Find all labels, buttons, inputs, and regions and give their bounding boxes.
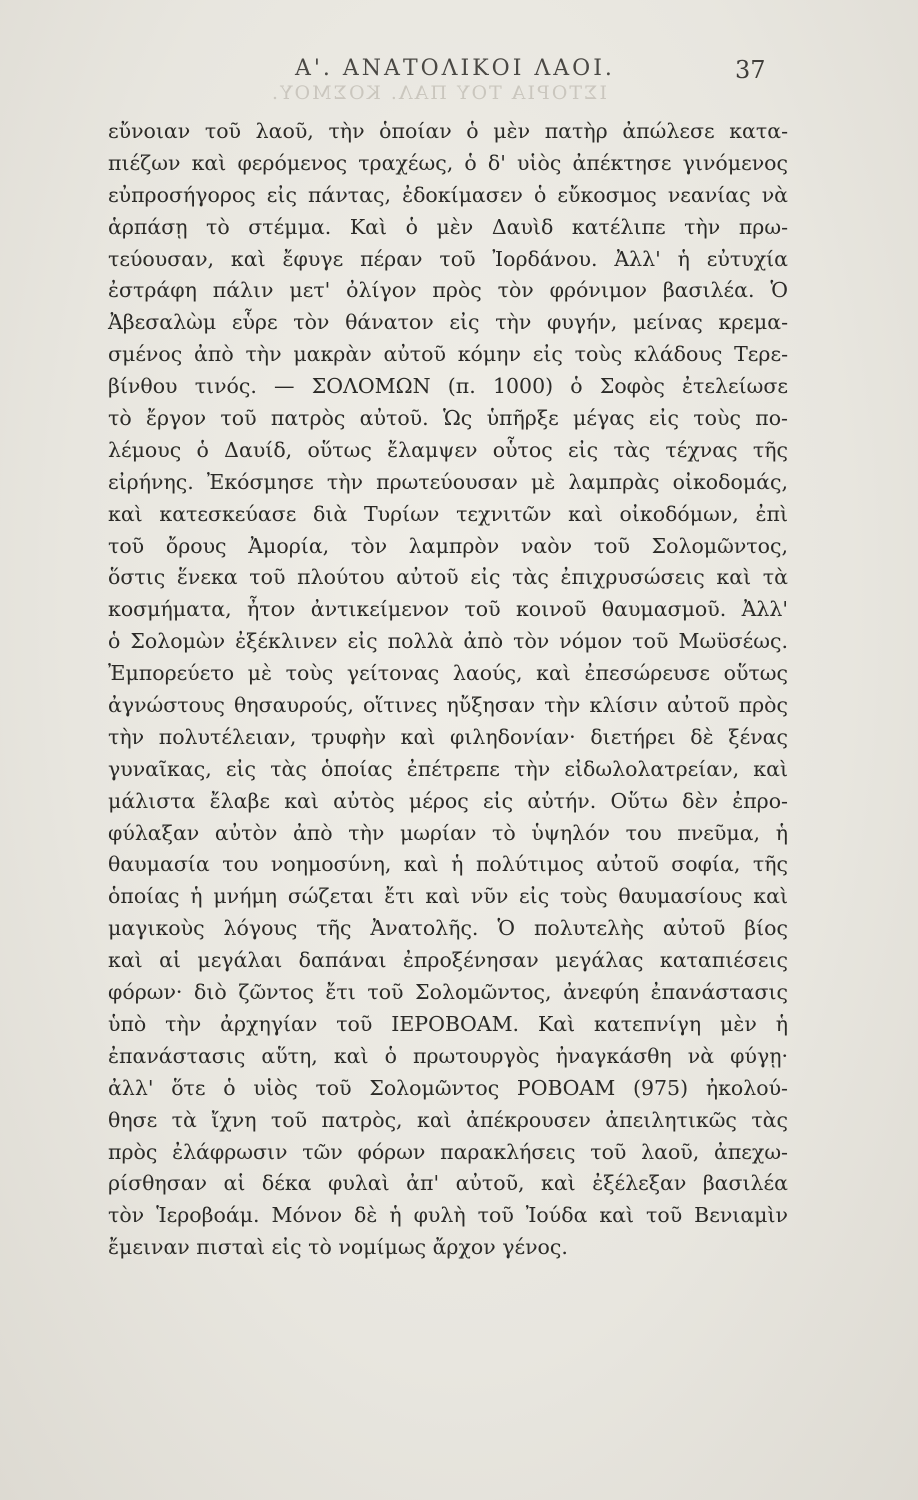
text-line: εὐπροσήγορος εἰς πάντας, ἐδοκίμασεν ὁ εὔκοσμος νεανίας νὰ [108, 182, 788, 207]
body-text [108, 116, 788, 1264]
text-line: εἰρήνης. Ἐκόσμησε τὴν πρωτεύουσαν μὲ λαμπρὰς οἰκοδομάς, [108, 469, 788, 494]
text-line: σμένος ἀπὸ τὴν μακρὰν αὐτοῦ κόμην εἰς τοὺς κλάδους Τερε- [108, 342, 788, 367]
text-line: φόρων· διὸ ζῶντος ἔτι τοῦ Σολομῶντος, ἀνεφύη ἐπανάστασις [108, 980, 788, 1005]
text-line: ἁρπάσῃ τὸ στέμμα. Καὶ ὁ μὲν Δαυὶδ κατέλιπε τὴν πρω- [108, 214, 788, 239]
text-line: φύλαξαν αὐτὸν ἀπὸ τὴν μωρίαν τὸ ὑψηλόν του πνεῦμα, ἡ [108, 820, 788, 845]
text-line: ἀλλ' ὅτε ὁ υἱὸς τοῦ Σολομῶντος ΡΟΒΟΑΜ (975) ἠκολού- [108, 1075, 788, 1100]
page-header [0, 56, 918, 96]
text-line: ὁ Σολομὼν ἐξέκλινεν εἰς πολλὰ ἀπὸ τὸν νόμον τοῦ Μωϋσέως. [108, 629, 788, 654]
page-number: 37 [735, 56, 766, 84]
text-line: Ἐμπορεύετο μὲ τοὺς γείτονας λαούς, καὶ ἐπεσώρευσε οὕτως [108, 661, 788, 686]
text-line: λέμους ὁ Δαυίδ, οὕτως ἔλαμψεν οὗτος εἰς τὰς τέχνας τῆς [108, 437, 788, 462]
running-head: Α'. ΑΝΑΤΟΛΙΚΟΙ ΛΑΟΙ. [295, 56, 615, 81]
text-line: ρίσθησαν αἱ δέκα φυλαὶ ἀπ' αὐτοῦ, καὶ ἐξέλεξαν βασιλέα [108, 1171, 788, 1196]
text-line: ἐπανάστασις αὕτη, καὶ ὁ πρωτουργὸς ἠναγκάσθη νὰ φύγῃ· [108, 1043, 788, 1068]
text-line: πιέζων καὶ φερόμενος τραχέως, ὁ δ' υἱὸς ἀπέκτησε γινόμενος [108, 150, 788, 175]
text-line: ὁποίας ἡ μνήμη σώζεται ἔτι καὶ νῦν εἰς τοὺς θαυμασίους καὶ [108, 884, 788, 909]
text-line: πρὸς ἐλάφρωσιν τῶν φόρων παρακλήσεις τοῦ λαοῦ, ἀπεχω- [108, 1139, 788, 1164]
text-line: θαυμασία του νοημοσύνη, καὶ ἡ πολύτιμος αὐτοῦ σοφία, τῆς [108, 852, 788, 877]
text-line: γυναῖκας, εἰς τὰς ὁποίας ἐπέτρεπε τὴν εἰδωλολατρείαν, καὶ [108, 756, 788, 781]
text-line: ἀγνώστους θησαυρούς, οἵτινες ηὔξησαν τὴν κλίσιν αὐτοῦ πρὸς [108, 693, 788, 718]
text-line: ὅστις ἕνεκα τοῦ πλούτου αὐτοῦ εἰς τὰς ἐπιχρυσώσεις καὶ τὰ [108, 565, 788, 590]
text-line: θησε τὰ ἴχνη τοῦ πατρὸς, καὶ ἀπέκρουσεν ἀπειλητικῶς τὰς [108, 1107, 788, 1132]
bleed-through-text: ΙΣΤΟΡΙΑ ΤΟΥ ΠΑΛ. ΚΟΣΜΟΥ. [270, 82, 607, 104]
text-line: μαγικοὺς λόγους τῆς Ἀνατολῆς. Ὁ πολυτελὴς αὐτοῦ βίος [108, 916, 788, 941]
text-line: ὑπὸ τὴν ἀρχηγίαν τοῦ ΙΕΡΟΒΟΑΜ. Καὶ κατεπνίγη μὲν ἡ [108, 1011, 788, 1036]
text-line: τεύουσαν, καὶ ἔφυγε πέραν τοῦ Ἰορδάνου. Ἀλλ' ἡ εὐτυχία [108, 246, 788, 271]
text-line: τὸν Ἱεροβοάμ. Μόνον δὲ ἡ φυλὴ τοῦ Ἰούδα καὶ τοῦ Βενιαμὶν [108, 1203, 788, 1228]
text-line: βίνθου τινός. — ΣΟΛΟΜΩΝ (π. 1000) ὁ Σοφὸς ἐτελείωσε [108, 374, 788, 399]
text-line: ἐστράφη πάλιν μετ' ὀλίγον πρὸς τὸν φρόνιμον βασιλέα. Ὁ [108, 278, 788, 303]
text-line: καὶ κατεσκεύασε διὰ Τυρίων τεχνιτῶν καὶ οἰκοδόμων, ἐπὶ [108, 501, 788, 526]
text-line: ἔμειναν πισταὶ εἰς τὸ νομίμως ἄρχον γένος. [108, 1235, 568, 1260]
text-line: τὴν πολυτέλειαν, τρυφὴν καὶ φιληδονίαν· διετήρει δὲ ξένας [108, 724, 788, 749]
text-line: εὔνοιαν τοῦ λαοῦ, τὴν ὁποίαν ὁ μὲν πατὴρ ἀπώλεσε κατα- [108, 119, 788, 143]
text-line: καὶ αἱ μεγάλαι δαπάναι ἐπροξένησαν μεγάλας καταπιέσεις [108, 948, 788, 973]
text-line: τοῦ ὄρους Ἀμορία, τὸν λαμπρὸν ναὸν τοῦ Σολομῶντος, [108, 533, 788, 558]
text-line: τὸ ἔργον τοῦ πατρὸς αὐτοῦ. Ὡς ὑπῆρξε μέγας εἰς τοὺς πο- [108, 406, 788, 431]
text-line: κοσμήματα, ἦτον ἀντικείμενον τοῦ κοινοῦ θαυμασμοῦ. Ἀλλ' [108, 597, 788, 622]
text-line: Ἀβεσαλὼμ εὗρε τὸν θάνατον εἰς τὴν φυγήν, μείνας κρεμα- [108, 310, 788, 335]
text-line: μάλιστα ἔλαβε καὶ αὐτὸς μέρος εἰς αὐτήν. Οὕτω δὲν ἐπρο- [108, 788, 788, 813]
